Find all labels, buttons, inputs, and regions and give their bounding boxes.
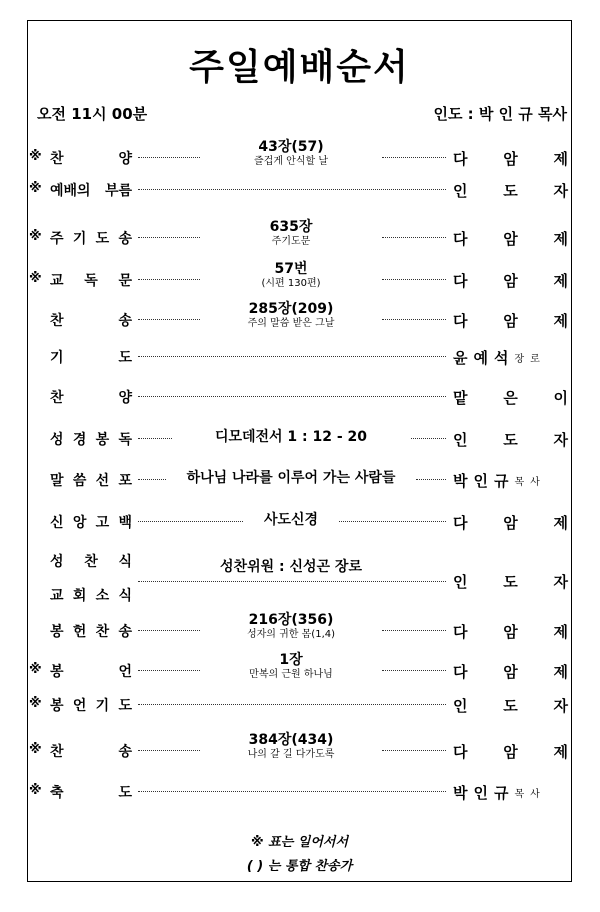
item-main: 사도신경 [263,512,319,528]
standing-mark: ※ [29,149,42,164]
leader-dots [138,750,200,751]
leader-dots [138,319,200,320]
item-content [206,612,376,641]
leader-dots [339,521,446,522]
item-label: 신 앙 고 백 [50,515,132,531]
item-responsible: 다 암 제 [453,312,568,330]
leader-dots [382,157,446,158]
leader-dots [138,581,446,582]
item-label-2: 교 회 소 식 [50,588,132,604]
item-label: 성 찬 식 [50,554,132,570]
leader-dots [382,750,446,751]
item-sub: 나의 갈 길 다가도록 [247,749,335,760]
item-main: 384장(434) [248,732,334,748]
item-responsible: 다 암 제 [453,743,568,761]
leader-dots [138,237,200,238]
item-label: 봉 언 기 도 [50,698,132,714]
leader-dots [138,279,200,280]
leader-dots [382,237,446,238]
item-main: 1장 [279,652,303,668]
item-label: 교 독 문 [50,273,132,289]
item-label: 축 도 [50,785,132,801]
item-responsible: 인 도 자 [453,182,568,200]
item-responsible: 다 암 제 [453,663,568,681]
item-main: 57번 [274,261,308,277]
item-label: 찬 송 [50,313,132,329]
item-sub: 주기도문 [271,236,311,247]
item-main: 216장(356) [248,612,334,628]
leader-dots [138,189,446,190]
standing-mark: ※ [29,783,42,798]
standing-mark: ※ [29,742,42,757]
item-content [249,512,333,528]
item-label: 찬 양 [50,390,132,406]
item-responsible: 맡 은 이 [453,389,568,407]
leader-dots [138,704,446,705]
leader-dots [382,279,446,280]
standing-mark: ※ [29,696,42,711]
item-responsible: 박 인 규 목 사 [453,784,540,802]
item-label: 기 도 [50,350,132,366]
leader-dots [138,479,166,480]
item-responsible: 인 도 자 [453,697,568,715]
item-label: 찬 양 [50,151,132,167]
service-leader: 인도 : 박 인 규 목사 [433,105,567,123]
item-label: 말 씀 선 포 [50,473,132,489]
item-label: 봉 언 [50,664,132,680]
leader-dots [138,157,200,158]
leader-dots [138,630,200,631]
item-responsible: 다 암 제 [453,514,568,532]
leader-dots [382,630,446,631]
item-label: 주 기 도 송 [50,231,132,247]
item-content [206,732,376,761]
bulletin-frame [27,20,572,882]
leader-dots [138,356,446,357]
item-responsible: 다 암 제 [453,272,568,290]
leader-dots [138,438,172,439]
item-content [200,559,383,575]
item-label: 찬 송 [50,744,132,760]
item-content [206,219,376,248]
item-sub: 주의 말씀 받은 그날 [247,318,335,329]
standing-mark: ※ [29,271,42,286]
item-main: 디모데전서 1 : 12 - 20 [214,429,368,445]
item-main: 635장 [269,219,313,235]
leader-dots [138,396,446,397]
item-content [172,470,410,486]
item-content [206,652,376,681]
item-sub: 성자의 귀한 몸(1,4) [246,629,336,640]
leader-dots [138,791,446,792]
item-sub: 즐겁게 안식할 날 [254,156,328,167]
item-responsible: 다 암 제 [453,150,568,168]
standing-mark: ※ [29,662,42,677]
service-time: 오전 11시 00분 [37,105,148,123]
footnote-hymnal: ( ) 는 통합 찬송가 [246,859,353,874]
leader-dots [382,319,446,320]
item-responsible: 박 인 규 목 사 [453,472,540,490]
item-sub: (시편 130편) [261,278,321,289]
item-responsible: 다 암 제 [453,623,568,641]
leader-dots [411,438,447,439]
item-responsible: 윤 예 석 장 로 [453,349,540,367]
page-title: 주일예배순서 [189,47,410,88]
item-content [206,261,376,290]
item-label: 예배의 부름 [50,183,132,199]
standing-mark: ※ [29,229,42,244]
leader-dots [138,670,200,671]
standing-mark: ※ [29,181,42,196]
item-content [206,301,376,330]
leader-dots [138,521,243,522]
item-responsible: 다 암 제 [453,230,568,248]
item-content [178,429,405,445]
item-main: 성찬위원 : 신성곤 장로 [220,559,362,575]
item-sub: 만복의 근원 하나님 [249,669,333,680]
item-responsible: 인 도 자 [453,431,568,449]
item-responsible: 인 도 자 [453,573,568,591]
item-main: 285장(209) [248,301,334,317]
item-label: 성 경 봉 독 [50,432,132,448]
item-main: 하나님 나라를 이루어 가는 사람들 [186,470,396,486]
footnote-standing: ※ 표는 일어서서 [250,835,349,850]
item-label: 봉 헌 찬 송 [50,624,132,640]
item-main: 43장(57) [258,139,324,155]
leader-dots [416,479,446,480]
leader-dots [382,670,446,671]
item-content [206,139,376,168]
